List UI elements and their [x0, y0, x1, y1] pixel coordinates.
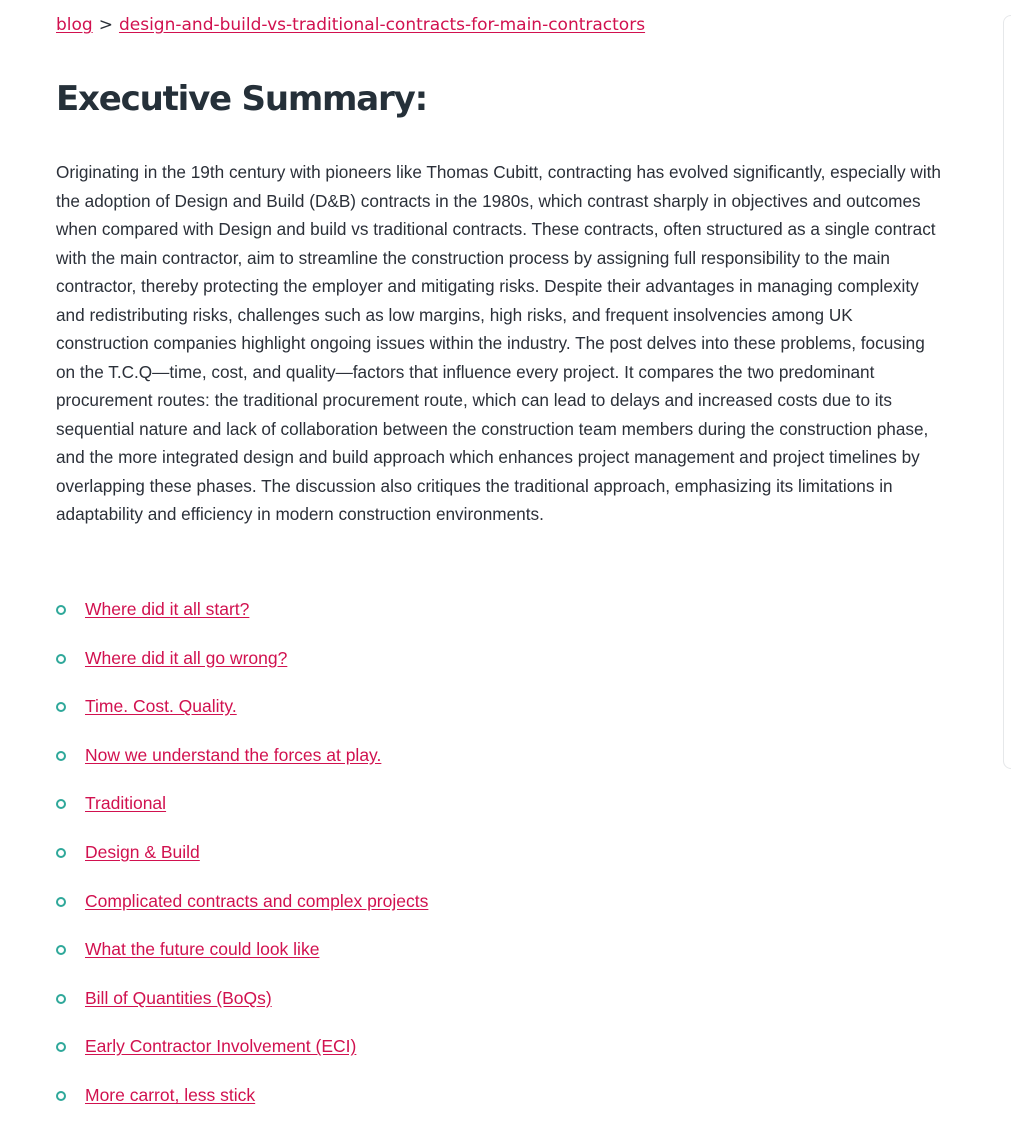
breadcrumb-link-blog[interactable]: blog: [56, 15, 93, 35]
side-panel: [1003, 15, 1011, 769]
bullet-icon: [56, 1042, 66, 1052]
toc-link-more-carrot-less-stick[interactable]: More carrot, less stick: [85, 1084, 256, 1105]
bullet-icon: [56, 702, 66, 712]
toc-link-where-did-it-all-start[interactable]: Where did it all start?: [85, 599, 250, 619]
bullet-icon: [56, 654, 66, 664]
bullet-icon: [56, 799, 66, 809]
toc-link-forces-at-play[interactable]: Now we understand the forces at play.: [85, 744, 382, 765]
page-title: Executive Summary:: [56, 79, 427, 119]
toc-link-early-contractor-involvement[interactable]: Early Contractor Involvement (ECI): [85, 1036, 357, 1057]
breadcrumb: [56, 15, 645, 35]
breadcrumb-link-current[interactable]: design-and-build-vs-traditional-contracts-for-main-contractors: [118, 15, 646, 35]
toc-link-complicated-contracts[interactable]: Complicated contracts and complex projects: [85, 890, 429, 911]
toc-link-design-and-build[interactable]: Design & Build: [85, 841, 200, 862]
bullet-icon: [56, 897, 66, 907]
toc-link-bill-of-quantities[interactable]: Bill of Quantities (BoQs): [85, 987, 272, 1008]
executive-summary-text: Originating in the 19th century with pioneers like Thomas Cubitt, contracting has evolved significantly, especially with the adoption of Design and Build (D&B) contracts in the 1980s, which contrast sharply in objectives and outcomes when compared with Design and build vs traditional contracts. These contracts, often structured as a single contract with the main contractor, aim to streamline the construction process by assigning full responsibility to the main contractor, thereby protecting the employer and mitigating risks. Despite their advantages in managing complexity and redistributing risks, challenges such as low margins, high risks, and frequent insolvencies among UK construction companies highlight ongoing issues within the industry. The post delves into these problems, focusing on the T.C.Q—time, cost, and quality—factors that influence every project. It compares the two predominant procurement routes: the traditional procurement route, which can lead to delays and increased costs due to its sequential nature and lack of collaboration between the construction team members during the construction phase, and the more integrated design and build approach which enhances project management and project timelines by overlapping these phases. The discussion also critiques the traditional approach, emphasizing its limitations in adaptability and efficiency in modern construction environments.: [56, 162, 941, 524]
toc-item: [56, 1080, 428, 1129]
breadcrumb-separator: >: [98, 15, 113, 35]
toc-item: [56, 886, 428, 935]
bullet-icon: [56, 994, 66, 1004]
toc-link-traditional[interactable]: Traditional: [85, 793, 167, 814]
toc-link-where-did-it-all-go-wrong[interactable]: Where did it all go wrong?: [85, 647, 288, 668]
toc-item: [56, 1031, 428, 1080]
toc-item: [56, 934, 428, 983]
bullet-icon: [56, 945, 66, 955]
toc-item: [56, 788, 428, 837]
toc-item: [56, 740, 428, 789]
bullet-icon: [56, 848, 66, 858]
toc-link-future[interactable]: What the future could look like: [85, 939, 320, 960]
table-of-contents: [56, 594, 428, 1129]
toc-item: [56, 643, 428, 692]
toc-item: [56, 983, 428, 1032]
toc-item: [56, 837, 428, 886]
bullet-icon: [56, 605, 66, 615]
toc-item: [56, 691, 428, 740]
toc-item: [56, 594, 428, 643]
bullet-icon: [56, 1091, 66, 1101]
toc-link-time-cost-quality[interactable]: Time. Cost. Quality.: [85, 696, 237, 717]
bullet-icon: [56, 751, 66, 761]
